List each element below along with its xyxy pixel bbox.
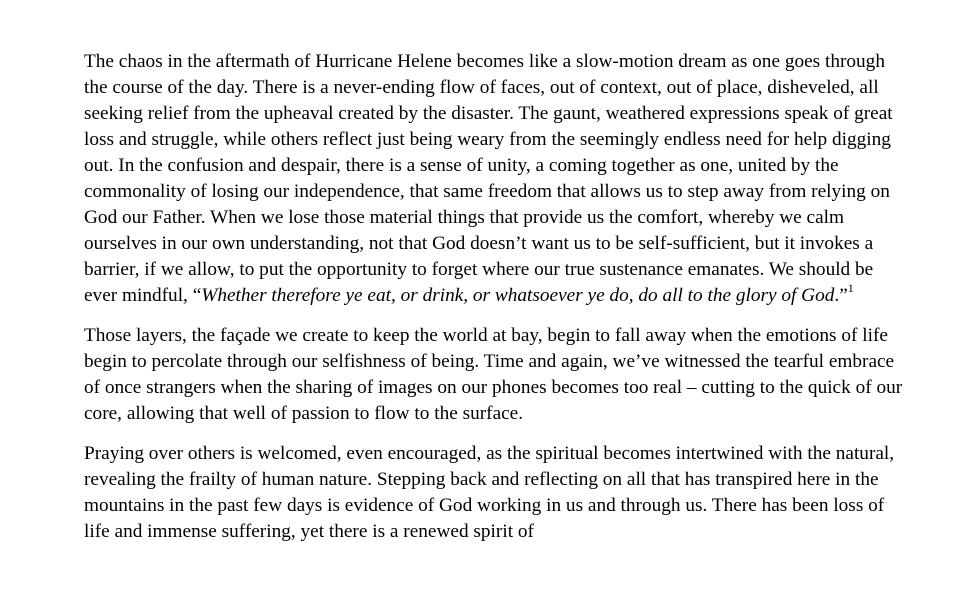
paragraph-2 [84,323,904,427]
paragraph-1-text: The chaos in the aftermath of Hurricane Helene becomes like a slow-motion dream as one goes through the course of the day. There is a never-ending flow of faces, out of context, out of place, disheveled, all seeking relief from the upheaval created by the disaster. The gaunt, weathered expressions speak of great loss and struggle, while others reflect just being weary from the seemingly endless need for help digging out. In the confusion and despair, there is a sense of unity, a coming together as one, united by the commonality of losing our independence, that same freedom that allows us to step away from relying on God our Father. When we lose those material things that provide us the comfort, whereby we calm ourselves in our own understanding, not that God doesn’t want us to be self-sufficient, but it invokes a barrier, if we allow, to put the opportunity to forget where our true sustenance emanates. We should be ever mindful, “ [84,51,893,306]
document-page [84,49,904,559]
paragraph-2-text: Those layers, the façade we create to keep the world at bay, begin to fall away when the emotions of life begin to percolate through our selfishness of being. Time and again, we’ve witnessed the tearful embrace of once strangers when the sharing of images on our phones becomes too real – cutting to the quick of our core, allowing that well of passion to flow to the surface. [84,325,903,424]
quote-close: .” [834,285,848,306]
footnote-marker[interactable]: 1 [847,280,854,295]
paragraph-1 [84,49,904,309]
scripture-quote: Whether therefore ye eat, or drink, or whatsoever ye do, do all to the glory of God [201,285,835,306]
paragraph-3-text: Praying over others is welcomed, even encouraged, as the spiritual becomes intertwined with the natural, revealing the frailty of human nature. Stepping back and reflecting on all that has transpired here in the mountains in the past few days is evidence of God working in us and through us. There has been loss of life and immense suffering, yet there is a renewed spirit of [84,443,895,542]
paragraph-3 [84,441,904,545]
